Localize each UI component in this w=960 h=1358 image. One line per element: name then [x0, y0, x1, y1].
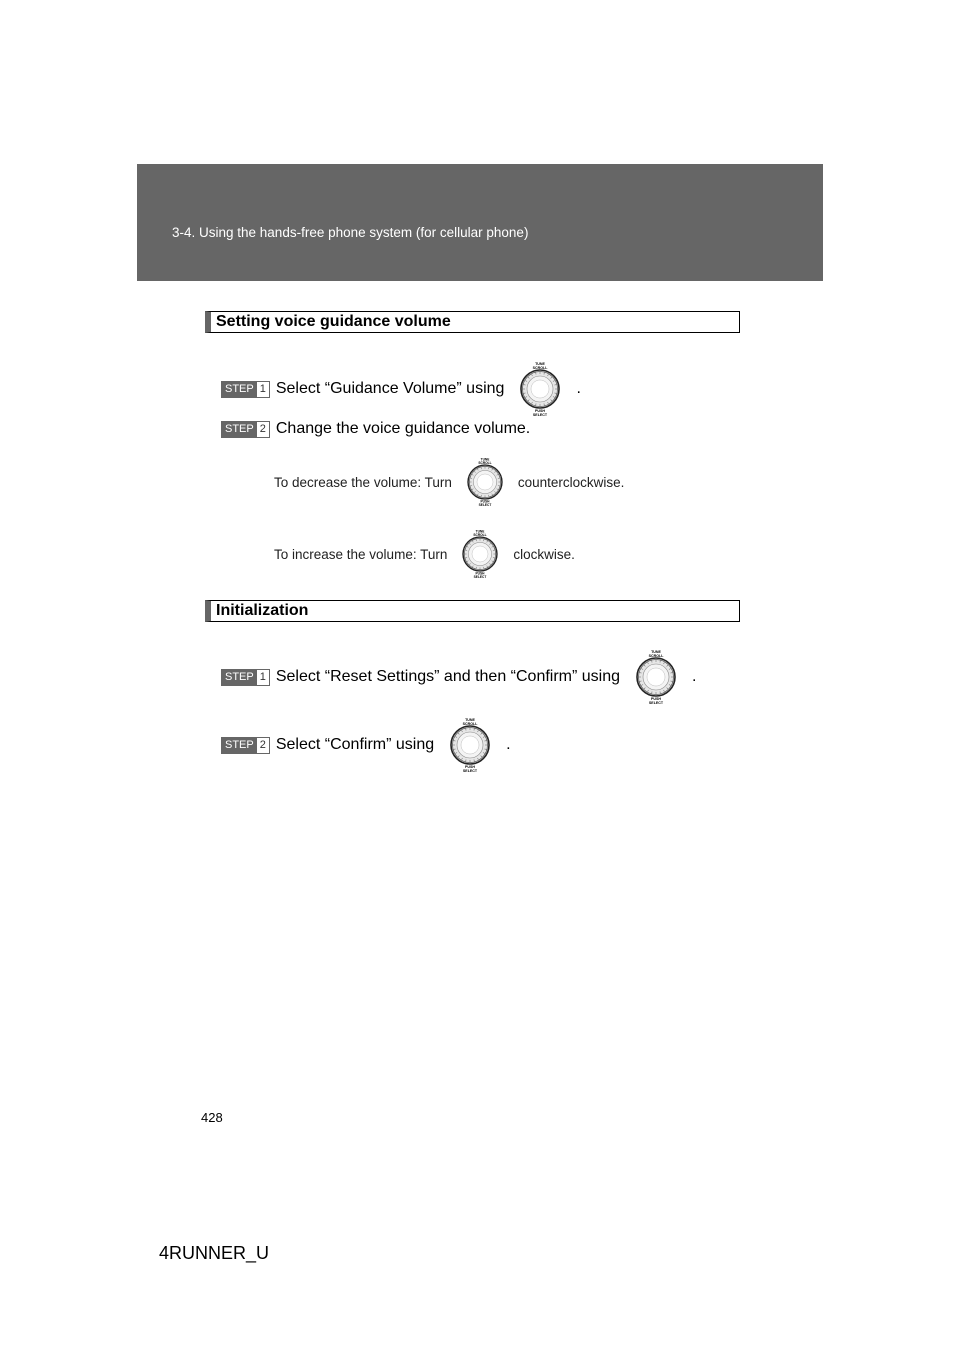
svg-text:SCROLL: SCROLL	[462, 722, 478, 726]
tune-select-dial-icon	[628, 649, 684, 705]
step-text: Change the voice guidance volume.	[275, 420, 531, 437]
step-badge: STEP 2	[221, 737, 270, 754]
step-text-end: .	[692, 668, 697, 685]
step-text-end: .	[506, 736, 511, 753]
svg-text:PUSH: PUSH	[475, 571, 485, 576]
step-badge: STEP 2	[221, 421, 270, 438]
tune-select-dial-icon	[442, 717, 498, 773]
note-text-end: clockwise.	[513, 546, 575, 562]
svg-text:TUNE: TUNE	[465, 718, 476, 722]
svg-text:SELECT: SELECT	[648, 701, 664, 705]
svg-text:PUSH: PUSH	[651, 697, 662, 701]
step-badge: STEP 1	[221, 669, 270, 686]
svg-text:TUNE: TUNE	[475, 529, 485, 534]
svg-text:SCROLL: SCROLL	[648, 654, 664, 658]
tune-select-dial-icon	[455, 529, 505, 579]
note-decrease-volume	[274, 457, 624, 507]
step-text-end: .	[576, 380, 581, 397]
page-number: 428	[201, 1110, 223, 1125]
svg-text:SCROLL: SCROLL	[478, 461, 492, 466]
svg-text:PUSH: PUSH	[465, 765, 476, 769]
svg-text:PUSH: PUSH	[480, 499, 490, 504]
section-title-initialization: Initialization	[205, 600, 740, 622]
step-text: Select “Guidance Volume” using	[275, 380, 505, 397]
svg-text:SCROLL: SCROLL	[533, 366, 548, 370]
step-2-change-volume	[221, 420, 530, 438]
note-increase-volume	[274, 529, 575, 579]
svg-text:TUNE: TUNE	[535, 362, 546, 366]
svg-text:SELECT: SELECT	[474, 575, 487, 579]
tune-select-dial-icon	[512, 361, 568, 417]
section-path: 3-4. Using the hands-free phone system (for cellular phone)	[172, 225, 529, 240]
step-1-reset-settings	[221, 649, 696, 705]
svg-text:PUSH: PUSH	[535, 409, 546, 413]
step-text: Select “Reset Settings” and then “Confirm” using	[275, 668, 621, 685]
step-badge: STEP 1	[221, 381, 270, 398]
note-text-end: counterclockwise.	[517, 474, 625, 490]
section-title-voice-volume: Setting voice guidance volume	[205, 311, 740, 333]
note-text: To increase the volume: Turn	[274, 546, 448, 562]
header-bar	[137, 164, 823, 281]
svg-text:SELECT: SELECT	[463, 769, 478, 773]
note-text: To decrease the volume: Turn	[274, 474, 452, 490]
step-text: Select “Confirm” using	[275, 736, 435, 753]
step-1-guidance-volume	[221, 361, 581, 417]
svg-text:SELECT: SELECT	[478, 503, 492, 507]
svg-text:SCROLL: SCROLL	[473, 533, 487, 538]
svg-text:TUNE: TUNE	[651, 650, 661, 654]
tune-select-dial-icon	[460, 457, 510, 507]
svg-text:TUNE: TUNE	[480, 457, 490, 462]
step-2-confirm	[221, 717, 511, 773]
svg-text:SELECT: SELECT	[533, 413, 548, 417]
footer-code: 4RUNNER_U	[159, 1243, 270, 1263]
